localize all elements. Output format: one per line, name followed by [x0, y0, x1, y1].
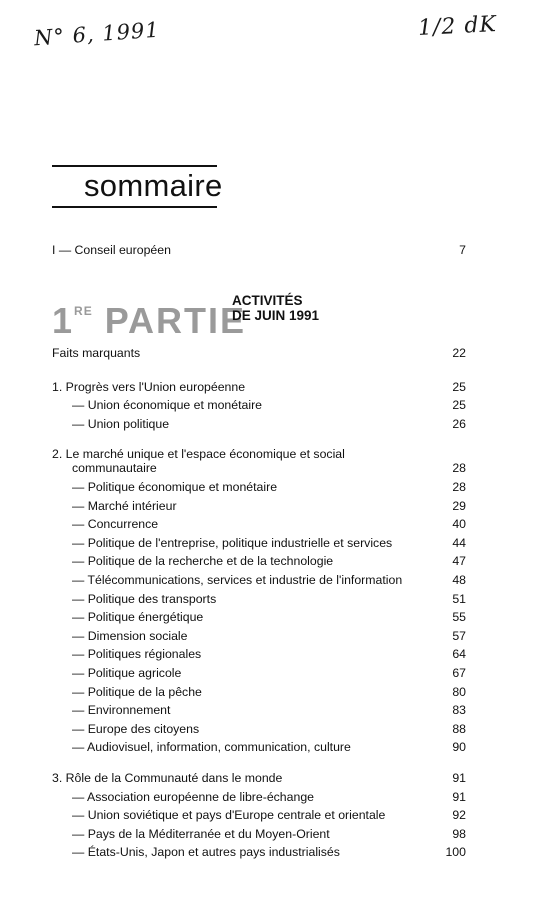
toc-row-label: — Union politique	[72, 416, 170, 431]
toc-row-page: 25	[452, 379, 466, 394]
toc-row-page: 92	[452, 808, 466, 823]
toc-row-label: — Europe des citoyens	[72, 721, 200, 736]
toc-row-label: — Union économique et monétaire	[72, 398, 263, 413]
part-heading	[52, 291, 382, 341]
toc-row-page: 47	[452, 554, 466, 569]
toc-row-page: 98	[452, 826, 466, 841]
toc-row-page: 22	[452, 346, 466, 360]
toc-row-label: — Politique de la pêche	[72, 684, 202, 699]
handwritten-corner-note: 1/2 dK	[417, 11, 498, 42]
toc-row-page: 55	[452, 610, 466, 625]
toc-row-label: — Pays de la Méditerranée et du Moyen-Orient	[72, 826, 330, 841]
toc-row-page: 48	[452, 573, 466, 587]
toc-row-page: 80	[452, 684, 466, 699]
toc-row-label: — Politique de la recherche et de la technologie	[72, 554, 334, 569]
toc-row-page: 25	[452, 398, 466, 413]
part-subtitle	[232, 293, 319, 323]
toc-row-label: communautaire	[72, 461, 157, 476]
toc-row-label: Faits marquants	[52, 346, 141, 360]
part-word: PARTIE	[104, 300, 247, 341]
part-number-suffix: RE	[74, 304, 93, 318]
part-number-banner	[52, 291, 246, 341]
toc-row-label: — Environnement	[72, 703, 171, 718]
toc-row-label: — Politique des transports	[72, 591, 217, 606]
toc-row-page: 67	[452, 666, 466, 680]
part-subtitle-line2: DE JUIN 1991	[232, 308, 320, 323]
toc-row-page: 90	[452, 740, 466, 755]
toc-row-label: — Télécommunications, services et industrie de l'information	[72, 573, 403, 587]
part-number: 1	[52, 300, 75, 341]
toc-row-page: 57	[452, 628, 466, 643]
toc-row-page: 26	[452, 416, 466, 431]
part-subtitle-line1: ACTIVITÉS	[232, 293, 303, 308]
toc-row-label: — Association européenne de libre-échange	[72, 789, 315, 804]
toc-row-label: — Marché intérieur	[72, 498, 177, 513]
toc-intro-page: 7	[459, 243, 466, 257]
toc-row-label: — Politique économique et monétaire	[72, 480, 278, 494]
toc-row-page: 29	[452, 498, 466, 513]
toc-row-page: 91	[452, 789, 466, 804]
toc-row-page: 51	[452, 591, 466, 606]
handwritten-issue-note: N° 6, 1991	[33, 17, 161, 51]
page-title: sommaire	[84, 168, 223, 203]
toc-row-page: 91	[452, 771, 466, 785]
toc-row-label: — États-Unis, Japon et autres pays industrialisés	[72, 845, 340, 860]
toc-row-label: 3. Rôle de la Communauté dans le monde	[52, 771, 283, 785]
toc-row-page: 28	[452, 480, 466, 494]
toc-row-label: 2. Le marché unique et l'espace économique et social	[52, 447, 345, 462]
title-rule-bottom	[52, 206, 217, 208]
toc-row-label: — Politique de l'entreprise, politique industrielle et services	[72, 535, 393, 550]
toc-row-page: 88	[452, 721, 466, 736]
toc-row-page: 64	[452, 647, 466, 662]
toc-row-label: — Audiovisuel, information, communication, culture	[72, 740, 351, 755]
toc-row-page: 44	[452, 535, 466, 550]
toc-row-label: — Dimension sociale	[72, 628, 188, 643]
toc-row-page: 28	[452, 461, 466, 476]
toc-row-label: — Politique énergétique	[72, 610, 204, 625]
toc-intro-label: I — Conseil européen	[52, 243, 171, 257]
toc-row-page: 40	[452, 517, 466, 532]
toc-row-label: 1. Progrès vers l'Union européenne	[52, 379, 246, 394]
toc-row-page: 83	[452, 703, 466, 718]
toc-row-label: — Union soviétique et pays d'Europe centrale et orientale	[72, 808, 386, 823]
title-rule-top	[52, 165, 217, 167]
toc-row-label: — Politique agricole	[72, 666, 182, 680]
toc-row-label: — Concurrence	[72, 517, 159, 532]
toc-row-page: 100	[445, 845, 466, 860]
toc-row-label: — Politiques régionales	[72, 647, 202, 662]
